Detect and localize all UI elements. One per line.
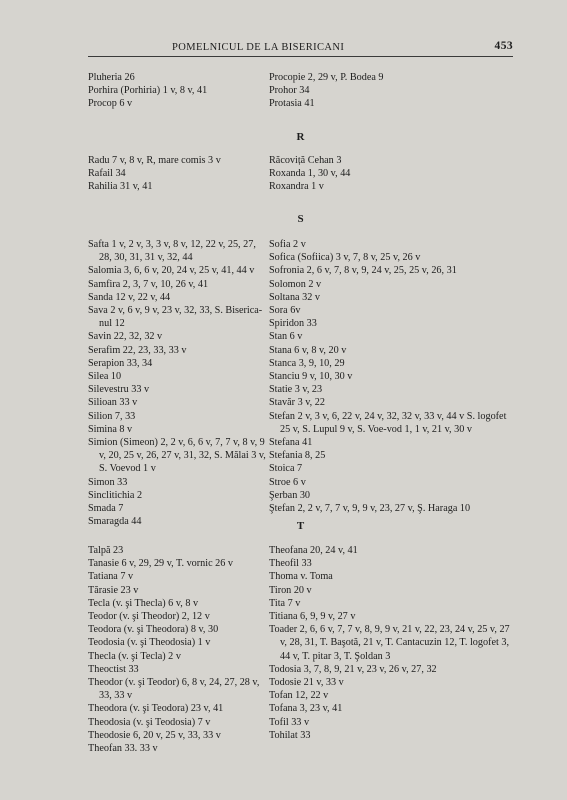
index-entry: Salomia 3, 6, 6 v, 20, 24 v, 25 v, 41, 44 v [88, 265, 255, 277]
index-entry: Stanciu 9 v, 10, 30 v [269, 371, 353, 383]
index-entry: Samfira 2, 3, 7 v, 10, 26 v, 41 [88, 278, 209, 290]
index-entry: Tanasie 6 v, 29, 29 v, T. vornic 26 v [88, 558, 233, 570]
index-entry: Sofronia 2, 6 v, 7, 8 v, 9, 24 v, 25, 25 v, 26, 31 [269, 265, 457, 277]
index-entry: Stana 6 v, 8 v, 20 v [269, 344, 347, 356]
section-r [88, 154, 513, 194]
index-entry: Silion 7, 33 [88, 410, 136, 422]
index-entry: Pluheria 26 [88, 72, 135, 83]
page-number: 453 [494, 40, 513, 52]
index-entry: Savin 22, 32, 32 v [88, 331, 163, 343]
index-entry: Smaragda 44 [88, 516, 142, 528]
index-entry: Tărasie 23 v [88, 584, 139, 596]
column-right [269, 238, 514, 515]
index-entry: Theodosie 6, 20 v, 25 v, 33, 33 v [88, 729, 221, 741]
index-entry: Stefania 8, 25 [269, 450, 326, 462]
index-entry: Todosie 21 v, 33 v [269, 677, 344, 689]
index-entry: Stefana 41 [269, 437, 313, 449]
index-entry: Roxandra 1 v [269, 181, 324, 193]
index-entry: Simion (Simeon) 2, 2 v, 6, 6 v, 7, 7 v, 8 v, 9 v, 20, 25 v, 26, 27 v, 31, 32, S. Mălai 3 v, S. Voevod 1 v [88, 437, 266, 475]
index-entry: Solomon 2 v [269, 278, 322, 290]
index-entry: Rahilia 31 v, 41 [88, 181, 153, 193]
index-entry: Procop 6 v [88, 98, 133, 110]
column-right [269, 544, 514, 742]
index-entry: Tofil 33 v [269, 716, 310, 728]
running-title: POMELNICUL DE LA BISERICANI [172, 42, 345, 53]
index-entry: Stanca 3, 9, 10, 29 [269, 357, 345, 369]
index-entry: Sofia 2 v [269, 239, 306, 250]
index-entry: Protasia 41 [269, 98, 315, 110]
index-entry: Tecla (v. şi Thecla) 6 v, 8 v [88, 597, 199, 609]
index-entry: Silea 10 [88, 371, 122, 383]
index-entry: Porhira (Porhiria) 1 v, 8 v, 41 [88, 85, 208, 97]
index-entry: Rafail 34 [88, 168, 126, 180]
index-entry: Şerban 30 [269, 489, 311, 501]
index-entry: Serapion 33, 34 [88, 357, 153, 369]
index-entry: Simon 33 [88, 476, 128, 488]
index-entry: Sinclitichia 2 [88, 489, 143, 501]
section-t [88, 544, 513, 764]
index-entry: Stavăr 3 v, 22 [269, 397, 325, 409]
section-s [88, 238, 513, 528]
index-entry: Teodora (v. şi Theodora) 8 v, 30 [88, 624, 219, 636]
index-entry: Sora 6v [269, 305, 301, 317]
index-entry: Tita 7 v [269, 597, 301, 609]
section-letter-t: T [296, 520, 305, 532]
index-entry: Stefan 2 v, 3 v, 6, 22 v, 24 v, 32, 32 v, 33 v, 44 v S. logofet 25 v, S. Lupul 9 v, S. Voe-vod 1, 1 v, 21 v, 30 v [269, 410, 507, 435]
column-right [269, 154, 514, 194]
index-entry: Tofan 12, 22 v [269, 690, 329, 702]
index-entry: Thoma v. Toma [269, 571, 333, 583]
index-entry: Theodosia (v. şi Teodosia) 7 v [88, 716, 211, 728]
index-entry: Theodor (v. şi Teodor) 6, 8 v, 24, 27, 28 v, 33, 33 v [88, 677, 260, 702]
index-entry: Prohor 34 [269, 85, 310, 97]
column-left [88, 154, 271, 194]
index-entry: Theoctist 33 [88, 663, 139, 675]
index-entry: Radu 7 v, 8 v, R, mare comis 3 v [88, 155, 221, 166]
index-entry: Sava 2 v, 6 v, 9 v, 23 v, 32, 33, S. Biserica-nul 12 [88, 305, 263, 330]
index-entry: Theofana 20, 24 v, 41 [269, 545, 358, 556]
section-p [88, 71, 513, 111]
index-entry: Stan 6 v [269, 331, 303, 343]
index-entry: Sofica (Sofiica) 3 v, 7, 8 v, 25 v, 26 v [269, 252, 421, 264]
index-entry: Silioan 33 v [88, 397, 138, 409]
index-entry: Statie 3 v, 23 [269, 384, 323, 396]
index-entry: Todosia 3, 7, 8, 9, 21 v, 23 v, 26 v, 27, 32 [269, 663, 437, 675]
index-entry: Soltana 32 v [269, 291, 320, 303]
index-entry: Serafim 22, 23, 33, 33 v [88, 344, 187, 356]
index-entry: Tofana 3, 23 v, 41 [269, 703, 343, 715]
column-left [88, 71, 271, 111]
index-entry: Tohilat 33 [269, 729, 311, 741]
index-entry: Roxanda 1, 30 v, 44 [269, 168, 351, 180]
index-entry: Theofil 33 [269, 558, 312, 570]
index-entry: Simina 8 v [88, 423, 133, 435]
index-entry: Thecla (v. şi Tecla) 2 v [88, 650, 181, 662]
index-entry: Stoica 7 [269, 463, 303, 475]
column-left [88, 544, 271, 755]
index-entry: Smada 7 [88, 503, 124, 515]
index-entry: Tatiana 7 v [88, 571, 134, 583]
index-entry: Ştefan 2, 2 v, 7, 7 v, 9, 9 v, 23, 27 v, Ş. Haraga 10 [269, 503, 471, 515]
index-entry: Procopie 2, 29 v, P. Bodea 9 [269, 72, 384, 83]
column-right [269, 71, 514, 111]
section-letter-r: R [296, 131, 305, 143]
index-entry: Talpă 23 [88, 545, 124, 556]
running-header [88, 40, 513, 57]
index-entry: Safta 1 v, 2 v, 3, 3 v, 8 v, 12, 22 v, 25, 27, 28, 30, 31, 31 v, 32, 44 [88, 239, 256, 264]
index-entry: Stroe 6 v [269, 476, 306, 488]
index-entry: Spiridon 33 [269, 318, 317, 330]
section-letter-s: S [297, 213, 304, 225]
index-entry: Theofan 33. 33 v [88, 743, 158, 755]
index-entry: Teodosia (v. şi Theodosia) 1 v [88, 637, 211, 649]
index-entry: Theodora (v. şi Teodora) 23 v, 41 [88, 703, 224, 715]
index-entry: Teodor (v. şi Theodor) 2, 12 v [88, 611, 210, 623]
index-entry: Toader 2, 6, 6 v, 7, 7 v, 8, 9, 9 v, 21 v, 22, 23, 24 v, 25 v, 27 v, 28, 31, T. Başotă, 21 v, T. Cantacuzin 12, T. logofet 3, 44 v, T. pitar 3, T. Şoldan 3 [269, 624, 510, 662]
index-entry: Tiron 20 v [269, 584, 312, 596]
index-entry: Sanda 12 v, 22 v, 44 [88, 291, 171, 303]
column-left [88, 238, 271, 528]
index-entry: Răcoviță Cehan 3 [269, 155, 342, 166]
index-entry: Titiana 6, 9, 9 v, 27 v [269, 611, 356, 623]
index-entry: Silevestru 33 v [88, 384, 150, 396]
